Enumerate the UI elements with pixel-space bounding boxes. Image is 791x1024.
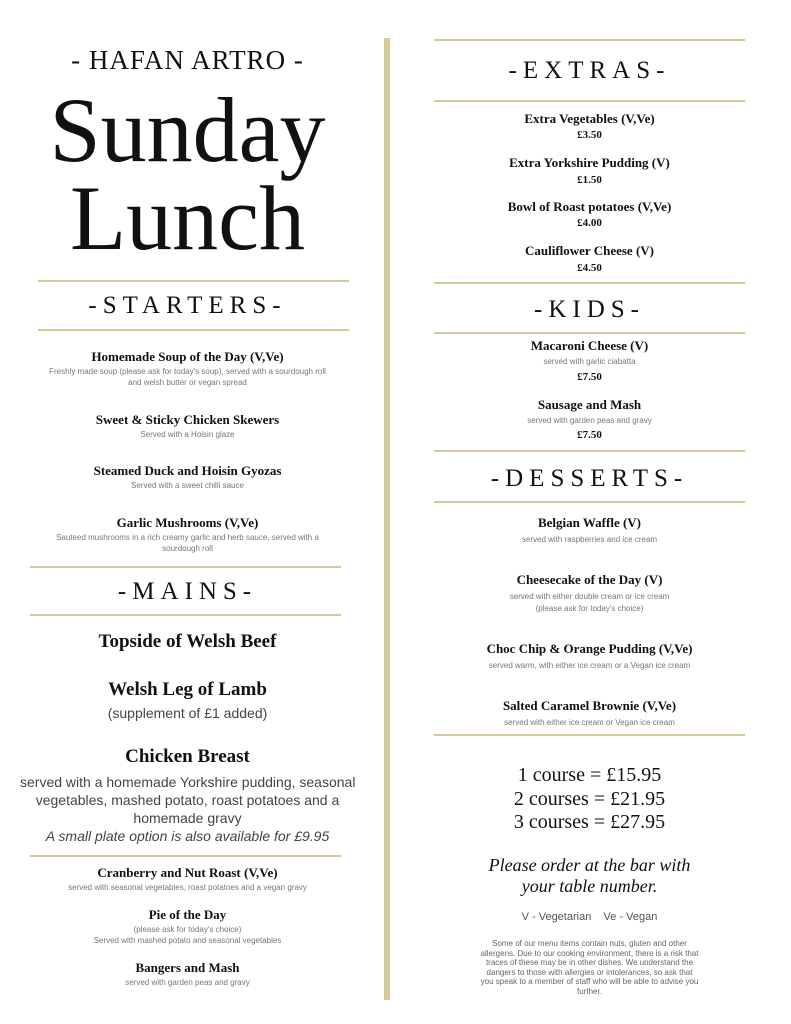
main-name: Cranberry and Nut Roast (V,Ve) — [97, 865, 278, 880]
main-name: Pie of the Day — [148, 907, 227, 922]
allergy-line: further. — [577, 986, 602, 996]
venue-name: - HAFAN ARTRO - — [71, 45, 304, 75]
starter-name: Garlic Mushrooms (V,Ve) — [116, 515, 259, 530]
served-with-line: homemade gravy — [133, 810, 242, 826]
main-name: Welsh Leg of Lamb — [108, 679, 267, 700]
dessert-desc: served with either double cream or ice cream — [509, 592, 670, 601]
allergy-line: traces of these may be in other dishes. We understand the — [485, 958, 694, 967]
allergy-line: allergens. Due to our cooking environment, there is a risk that — [480, 948, 699, 958]
divider-line — [434, 282, 745, 284]
price-3-courses: 3 courses = £27.95 — [513, 811, 666, 833]
divider-line — [434, 450, 745, 452]
kids-desc: served with garlic ciabatta — [543, 357, 636, 366]
extra-name: Extra Vegetables (V,Ve) — [524, 111, 655, 126]
order-note: Please order at the bar with — [488, 855, 691, 875]
divider-line — [30, 855, 341, 857]
extra-price: £3.50 — [577, 129, 602, 141]
divider-line — [38, 329, 349, 331]
starter-name: Homemade Soup of the Day (V,Ve) — [91, 349, 284, 364]
main-desc: Served with mashed potato and seasonal vegetables — [93, 936, 282, 945]
kids-name: Sausage and Mash — [537, 397, 642, 412]
order-note: your table number. — [521, 876, 658, 896]
divider-line — [434, 501, 745, 503]
allergy-line: dangers to those with allergies or intolerances, so ask that — [486, 967, 693, 977]
main-name: Topside of Welsh Beef — [98, 631, 277, 652]
kids-price: £7.50 — [577, 371, 602, 383]
main-name: Chicken Breast — [125, 746, 250, 767]
dessert-desc: (please ask for today's choice) — [535, 604, 644, 613]
starter-name: Sweet & Sticky Chicken Skewers — [95, 412, 280, 427]
main-desc: (please ask for today's choice) — [133, 925, 242, 934]
starter-desc: Sauteed mushrooms in a rich creamy garlic and herb sauce, served with a — [56, 533, 319, 542]
main-desc: served with garden peas and gravy — [125, 978, 250, 987]
starter-desc: sourdough roll — [162, 544, 213, 553]
starter-desc: Served with a Hoisin glaze — [140, 430, 235, 439]
dessert-desc: served with raspberries and ice cream — [521, 535, 658, 544]
divider-line — [30, 614, 341, 616]
kids-name: Macaroni Cheese (V) — [530, 338, 649, 353]
main-desc: (supplement of £1 added) — [107, 705, 268, 721]
allergy-line: you speak to a member of staff who will be able to advise you — [480, 977, 699, 986]
main-desc: served with seasonal vegetables, roast potatoes and a vegan gravy — [68, 883, 307, 892]
desserts-heading: -DESSERTS- — [490, 465, 689, 492]
divider-line — [38, 280, 349, 282]
price-2-courses: 2 courses = £21.95 — [513, 788, 666, 810]
starter-desc: Served with a sweet chilli sauce — [131, 481, 244, 490]
extra-name: Extra Yorkshire Pudding (V) — [509, 155, 670, 170]
title-sunday: Sunday — [49, 79, 326, 181]
mains-heading: -MAINS- — [117, 578, 258, 605]
starter-name: Steamed Duck and Hoisin Gyozas — [93, 463, 282, 478]
starters-heading: -STARTERS- — [88, 292, 287, 319]
dietary-key: V - Vegetarian Ve - Vegan — [521, 911, 658, 923]
served-with-line: served with a homemade Yorkshire pudding, seasonal — [20, 774, 356, 790]
extra-price: £1.50 — [577, 174, 602, 186]
title-lunch: Lunch — [69, 167, 306, 269]
served-with-line: vegetables, mashed potato, roast potatoes and a — [35, 792, 340, 808]
divider-line — [30, 566, 341, 568]
small-plate-note: A small plate option is also available for £9.95 — [45, 828, 330, 844]
extra-name: Bowl of Roast potatoes (V,Ve) — [507, 199, 672, 214]
kids-desc: served with garden peas and gravy — [527, 416, 652, 425]
divider-line — [434, 332, 745, 334]
main-name: Bangers and Mash — [135, 960, 240, 975]
dessert-desc: served with either ice cream or Vegan ice cream — [504, 718, 675, 727]
price-1-course: 1 course = £15.95 — [517, 764, 662, 786]
extras-heading: -EXTRAS- — [508, 57, 671, 84]
divider-line — [434, 100, 745, 102]
divider-line — [434, 39, 745, 41]
extra-name: Cauliflower Cheese (V) — [524, 243, 654, 258]
kids-heading: -KIDS- — [534, 296, 645, 323]
dessert-name: Belgian Waffle (V) — [537, 515, 642, 530]
allergy-line: Some of our menu items contain nuts, gluten and other — [492, 939, 687, 948]
dessert-name: Cheesecake of the Day (V) — [516, 572, 663, 587]
divider-line — [434, 734, 745, 736]
starter-desc: and welsh butter or vegan spread — [128, 378, 247, 387]
kids-price: £7.50 — [577, 429, 602, 441]
column-divider — [384, 38, 390, 1000]
extra-price: £4.50 — [577, 262, 602, 274]
dessert-desc: served warm, with either ice cream or a Vegan ice cream — [488, 661, 691, 670]
dessert-name: Choc Chip & Orange Pudding (V,Ve) — [486, 641, 693, 656]
extra-price: £4.00 — [577, 217, 602, 229]
dessert-name: Salted Caramel Brownie (V,Ve) — [502, 698, 677, 713]
starter-desc: Freshly made soup (please ask for today's soup), served with a sourdough roll — [49, 367, 326, 376]
